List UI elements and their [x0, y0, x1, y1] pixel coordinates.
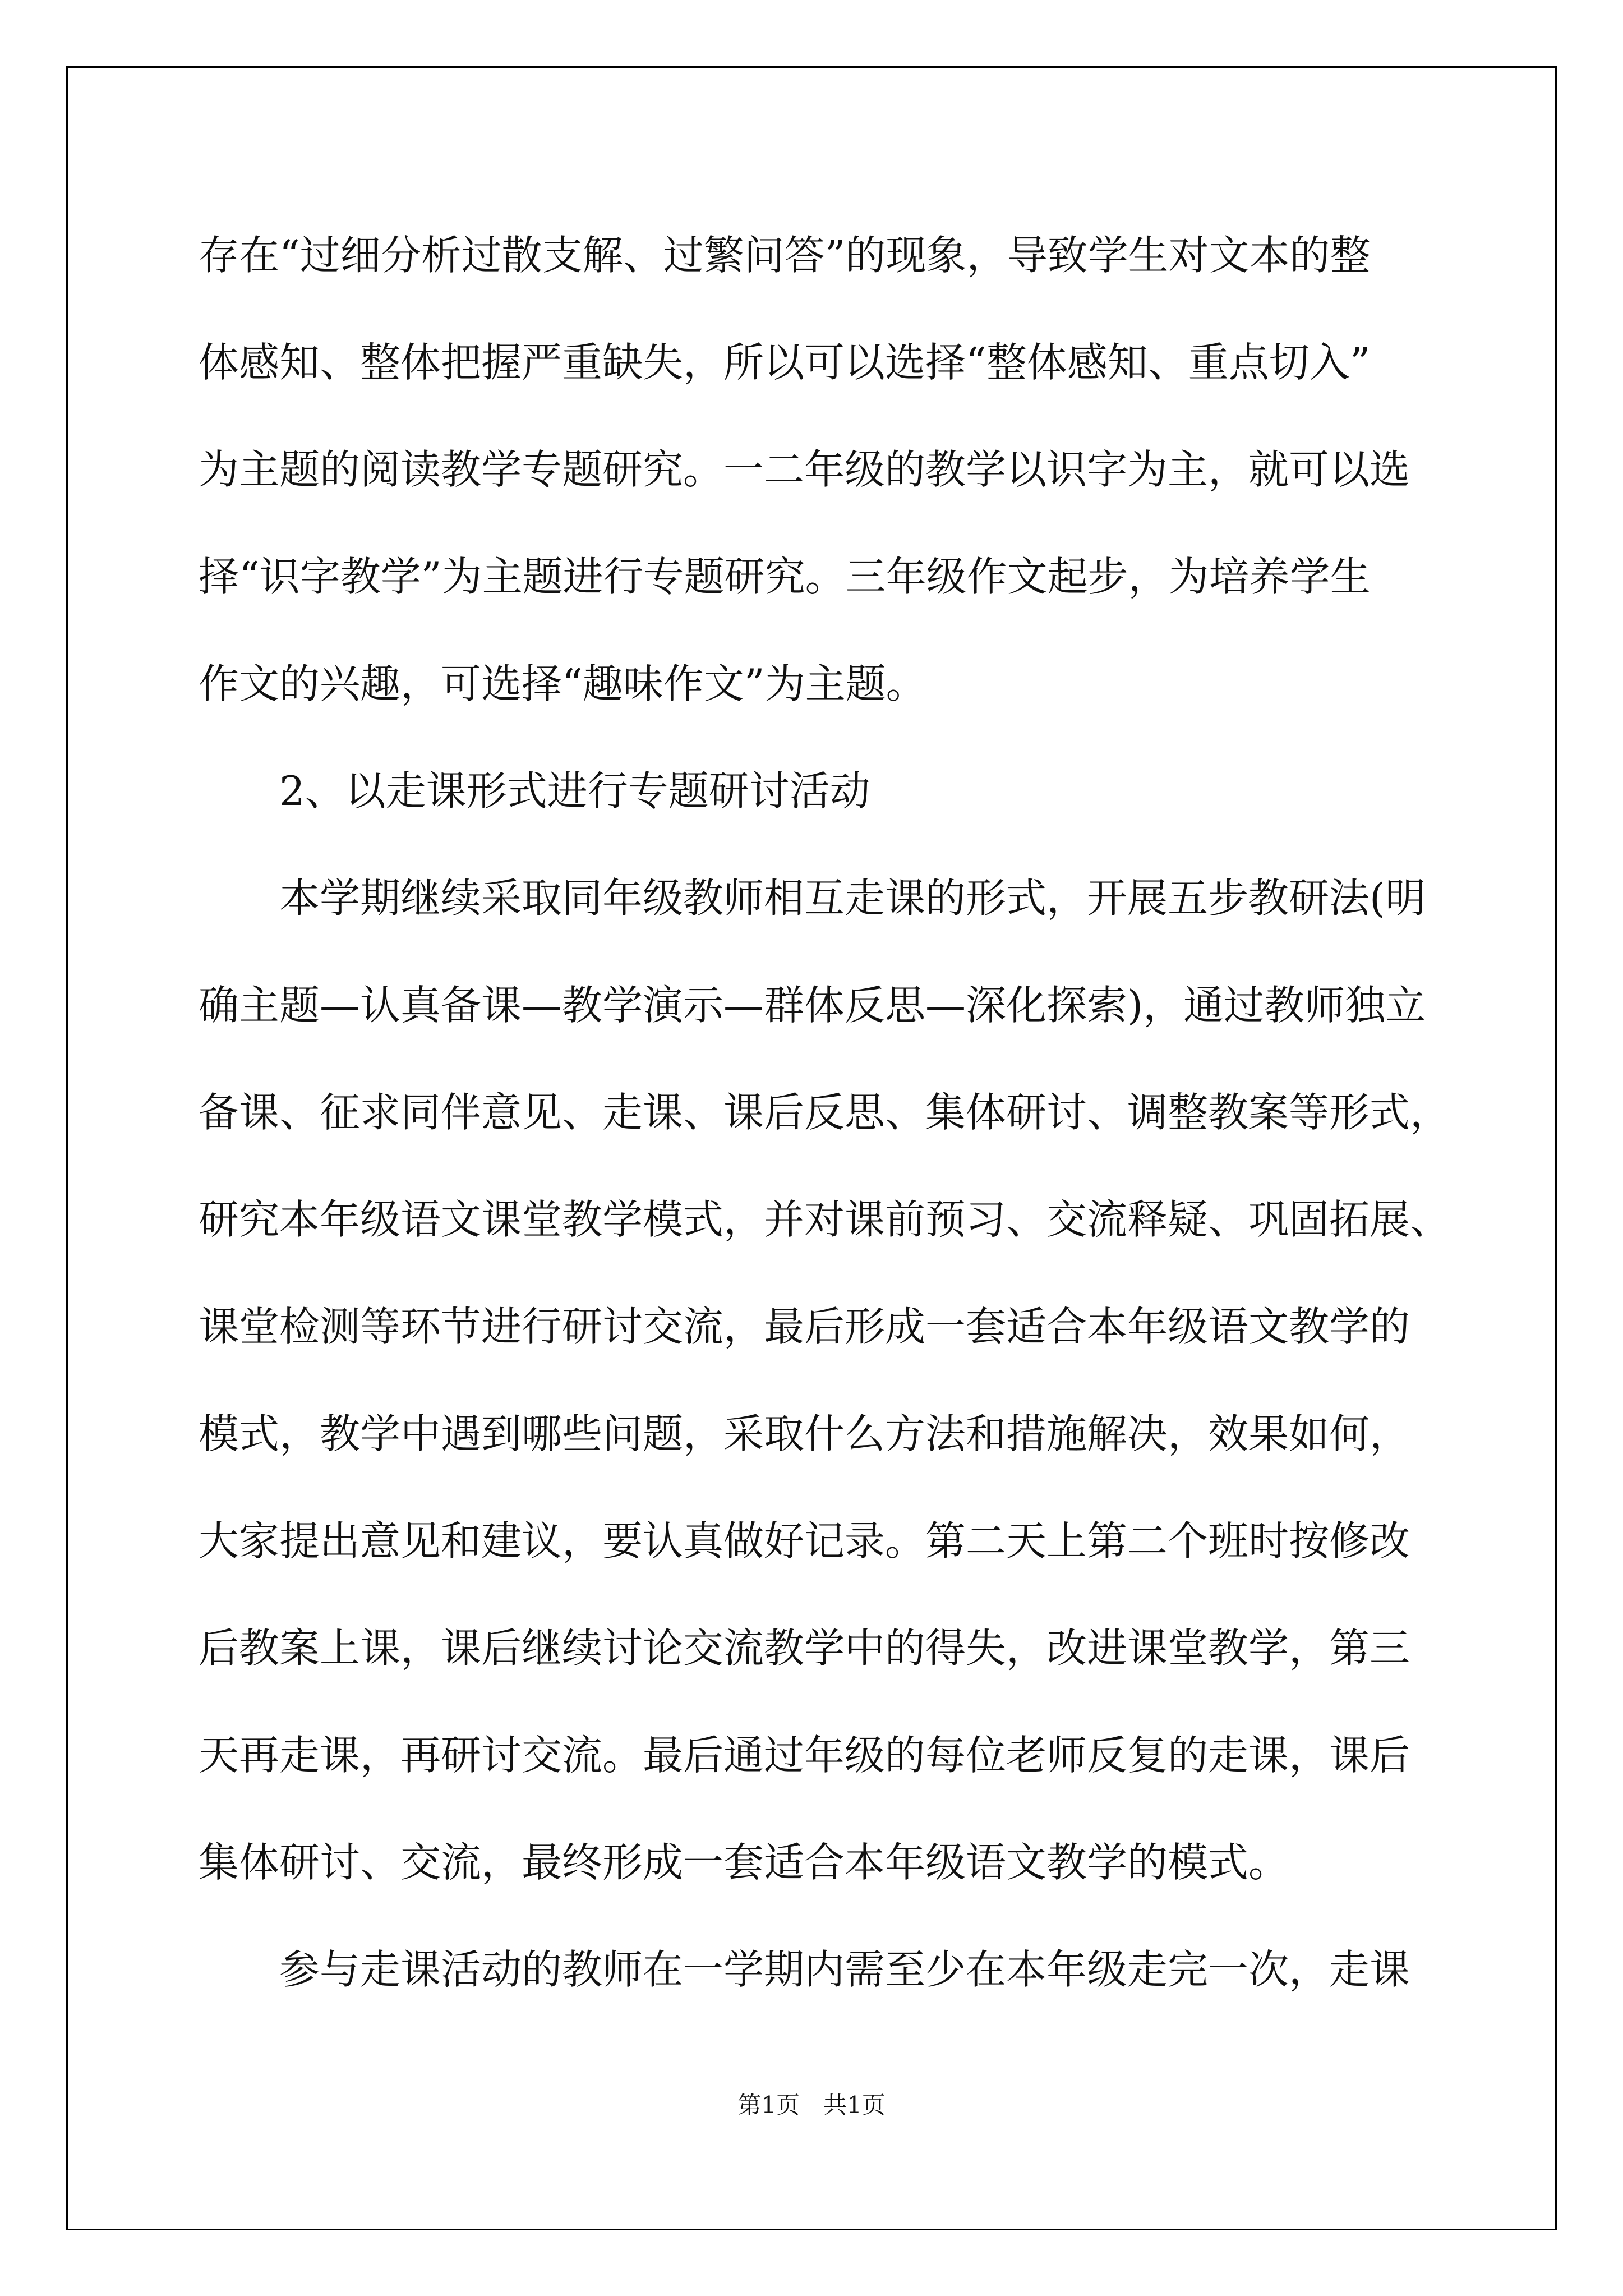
text-line-14: 后教案上课，课后继续讨论交流教学中的得失，改进课堂教学，第三	[199, 1625, 1410, 1672]
text-line-2: 体感知、整体把握严重缺失，所以可以选择“整体感知、重点切入”	[199, 339, 1371, 386]
text-line-13: 大家提出意见和建议，要认真做好记录。第二天上第二个班时按修改	[199, 1517, 1410, 1565]
text-line-4: 择“识字教学”为主题进行专题研究。三年级作文起步，为培养学生	[199, 553, 1371, 600]
text-line-9: 备课、征求同伴意见、走课、课后反思、集体研讨、调整教案等形式，	[199, 1089, 1451, 1136]
page-number-footer: 第1页 共1页	[737, 2091, 886, 2119]
text-line-17: 参与走课活动的教师在一学期内需至少在本年级走完一次，走课	[279, 1946, 1410, 1993]
text-line-10: 研究本年级语文课堂教学模式，并对课前预习、交流释疑、巩固拓展、	[199, 1196, 1451, 1243]
text-line-3: 为主题的阅读教学专题研究。一二年级的教学以识字为主，就可以选	[199, 446, 1410, 493]
text-line-1: 存在“过细分析过散支解、过繁问答”的现象，导致学生对文本的整	[199, 232, 1371, 279]
text-line-16: 集体研讨、交流，最终形成一套适合本年级语文教学的模式。	[199, 1839, 1289, 1886]
text-line-8: 确主题—认真备课—教学演示—群体反思—深化探索)，通过教师独立	[199, 982, 1426, 1029]
text-line-5: 作文的兴趣，可选择“趣味作文”为主题。	[199, 660, 926, 707]
section-heading: 2、以走课形式进行专题研讨活动	[279, 767, 870, 815]
text-line-7: 本学期继续采取同年级教师相互走课的形式，开展五步教研法(明	[279, 875, 1426, 922]
document-body	[199, 202, 1451, 2023]
text-line-12: 模式，教学中遇到哪些问题，采取什么方法和措施解决，效果如何，	[199, 1410, 1410, 1457]
text-line-11: 课堂检测等环节进行研讨交流，最后形成一套适合本年级语文教学的	[199, 1303, 1410, 1350]
text-line-15: 天再走课，再研讨交流。最后通过年级的每位老师反复的走课，课后	[199, 1732, 1410, 1779]
